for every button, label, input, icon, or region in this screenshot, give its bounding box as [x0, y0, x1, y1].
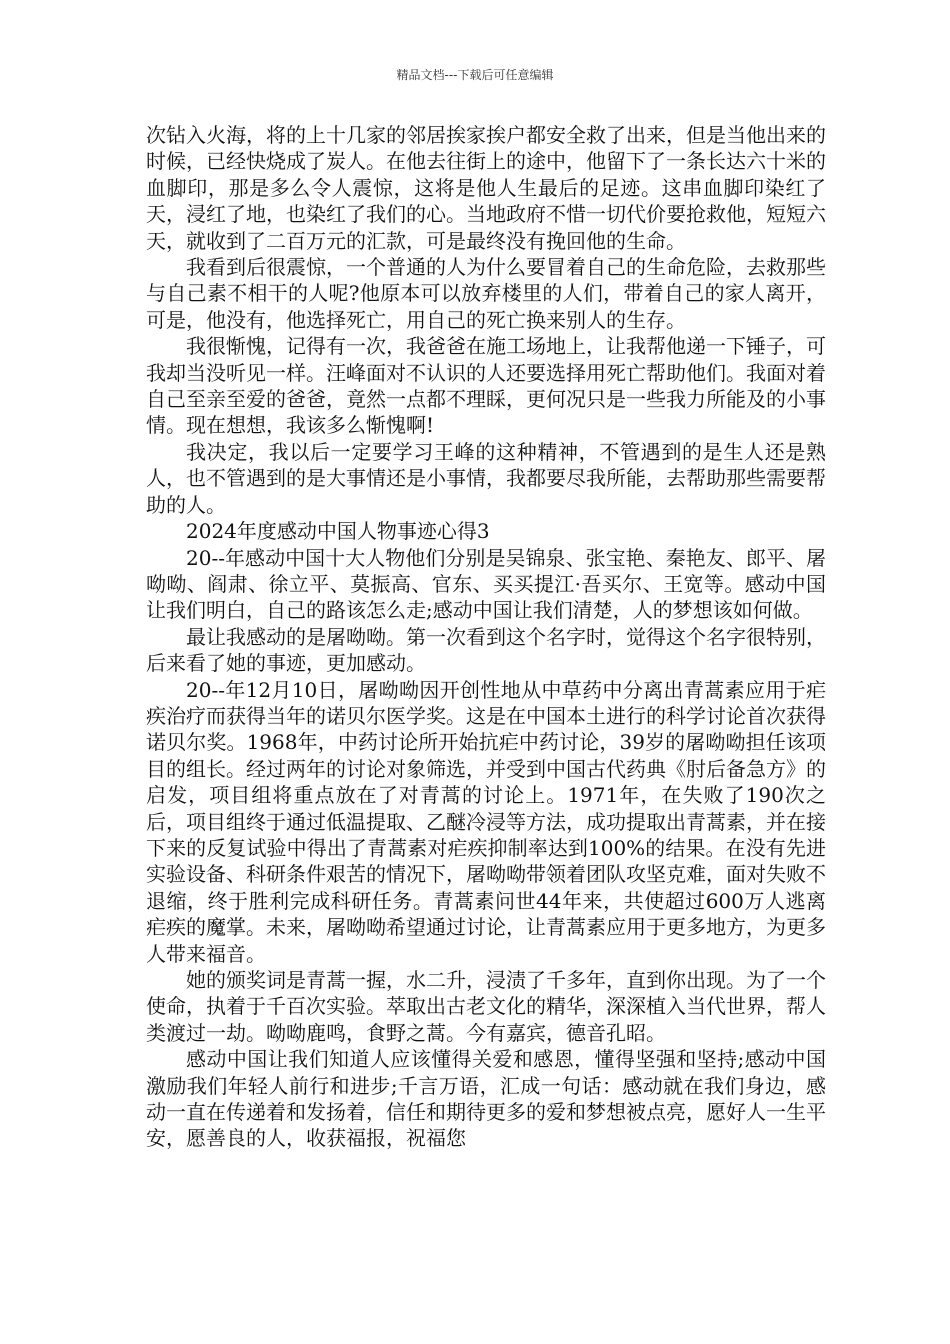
paragraph: 最让我感动的是屠呦呦。第一次看到这个名字时，觉得这个名字很特别，后来看了她的事迹，更加感动。 [146, 624, 826, 676]
paragraph: 她的颁奖词是青蒿一握，水二升，浸渍了千多年，直到你出现。为了一个使命，执着于千百次实验。萃取出古老文化的精华，深深植入当代世界，帮人类渡过一劫。呦呦鹿鸣，食野之蒿。今有嘉宾，德音孔昭。 [146, 968, 826, 1045]
document-body [146, 122, 826, 1152]
paragraph: 20--年12月10日，屠呦呦因开创性地从中草药中分离出青蒿素应用于疟疾治疗而获得当年的诺贝尔医学奖。这是在中国本土进行的科学讨论首次获得诺贝尔奖。1968年，中药讨论所开始抗疟中药讨论，39岁的屠呦呦担任该项目的组长。经过两年的讨论对象筛选，并受到中国古代药典《肘后备急方》的启发，项目组将重点放在了对青蒿的讨论上。1971年，在失败了190次之后，项目组终于通过低温提取、乙醚冷浸等方法，成功提取出青蒿素，并在接下来的反复试验中得出了青蒿素对疟疾抑制率达到100%的结果。在没有先进实验设备、科研条件艰苦的情况下，屠呦呦带领着团队攻坚克难，面对失败不退缩，终于胜利完成科研任务。青蒿素问世44年来，共使超过600万人逃离疟疾的魔掌。未来，屠呦呦希望通过讨论，让青蒿素应用于更多地方，为更多人带来福音。 [146, 677, 826, 966]
paragraph: 次钻入火海，将的上十几家的邻居挨家挨户都安全救了出来，但是当他出来的时候，已经快烧成了炭人。在他去往街上的途中，他留下了一条长达六十米的血脚印，那是多么令人震惊，这将是他人生最后的足迹。这串血脚印染红了天，浸红了地，也染红了我们的心。当地政府不惜一切代价要抢救他，短短六天，就收到了二百万元的汇款，可是最终没有挽回他的生命。 [146, 123, 826, 253]
page-header: 精品文档---下载后可任意编辑 [396, 68, 554, 82]
paragraph: 我决定，我以后一定要学习王峰的这种精神，不管遇到的是生人还是熟人，也不管遇到的是大事情还是小事情，我都要尽我所能，去帮助那些需要帮助的人。 [146, 439, 826, 517]
section-heading: 2024年度感动中国人物事迹心得3 [186, 519, 490, 544]
paragraph: 我看到后很震惊，一个普通的人为什么要冒着自己的生命危险，去救那些与自己素不相干的人呢?他原本可以放弃楼里的人们，带着自己的家人离开，可是，他没有，他选择死亡，用自己的死亡换来别人的生存。 [146, 255, 826, 332]
paragraph: 20--年感动中国十大人物他们分别是吴锦泉、张宝艳、秦艳友、郎平、屠呦呦、阎肃、徐立平、莫振高、官东、买买提江·吾买尔、王宽等。感动中国让我们明白，自己的路该怎么走;感动中国让我们清楚，人的梦想该如何做。 [146, 545, 826, 623]
paragraph: 感动中国让我们知道人应该懂得关爱和感恩，懂得坚强和坚持;感动中国激励我们年轻人前行和进步;千言万语，汇成一句话：感动就在我们身边，感动一直在传递着和发扬着，信任和期待更多的爱和梦想被点亮，愿好人一生平安，愿善良的人，收获福报，祝福您 [146, 1047, 826, 1151]
paragraph: 我很惭愧，记得有一次，我爸爸在施工场地上，让我帮他递一下锤子，可我却当没听见一样。汪峰面对不认识的人还要选择用死亡帮助他们。我面对着自己至亲至爱的爸爸，竟然一点都不理睬，更何况只是一些我力所能及的小事情。现在想想，我该多么惭愧啊! [146, 334, 826, 438]
